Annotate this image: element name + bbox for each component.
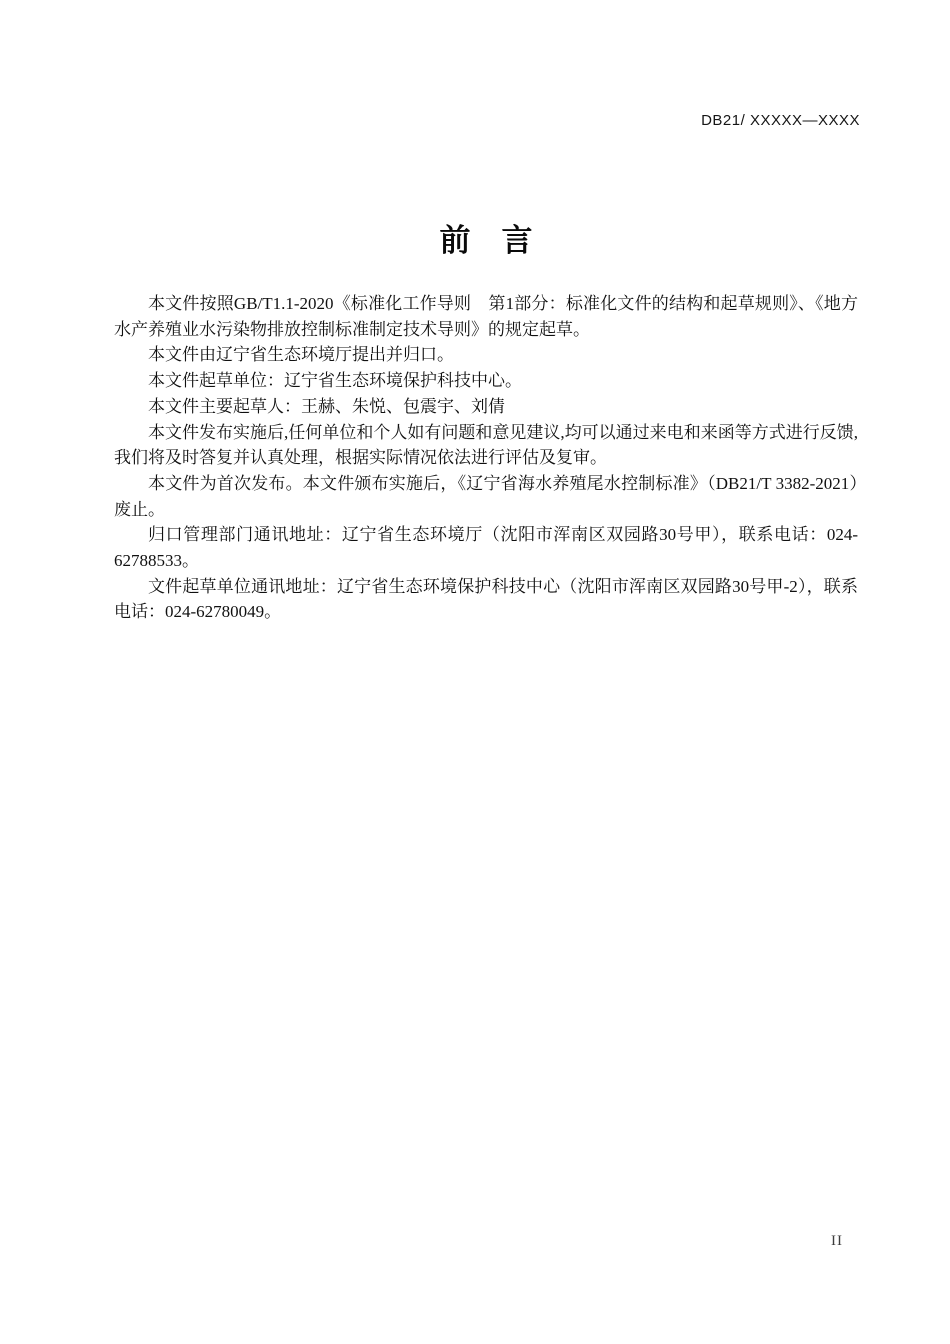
foreword-paragraph: 归口管理部门通讯地址：辽宁省生态环境厅（沈阳市浑南区双园路30号甲），联系电话：024-62788533。 <box>114 525 858 571</box>
foreword-paragraph: 本文件按照GB/T1.1-2020《标准化工作导则 第1部分：标准化文件的结构和起草规则》、《地方水产养殖业水污染物排放控制标准制定技术导则》的规定起草。 <box>114 294 858 339</box>
foreword-body <box>114 291 858 625</box>
foreword-paragraph: 本文件主要起草人：王赫、朱悦、包震宇、刘倩 <box>148 396 505 416</box>
foreword-paragraph: 本文件由辽宁省生态环境厅提出并归口。 <box>148 345 454 365</box>
foreword-paragraph: 本文件为首次发布。本文件颁布实施后，《辽宁省海水养殖尾水控制标准》（DB21/T 3382-2021）废止。 <box>114 473 858 519</box>
page-title: 前 言 <box>439 222 533 258</box>
foreword-paragraph: 本文件发布实施后,任何单位和个人如有问题和意见建议,均可以通过来电和来函等方式进行反馈,我们将及时答复并认真处理，根据实际情况依法进行评估及复审。 <box>114 422 858 468</box>
foreword-paragraph: 本文件起草单位：辽宁省生态环境保护科技中心。 <box>148 371 522 391</box>
page-number: II <box>831 1233 843 1249</box>
foreword-paragraph: 文件起草单位通讯地址：辽宁省生态环境保护科技中心（沈阳市浑南区双园路30号甲-2），联系电话：024-62780049。 <box>114 576 858 622</box>
document-code: DB21/ XXXXX—XXXX <box>701 112 860 129</box>
